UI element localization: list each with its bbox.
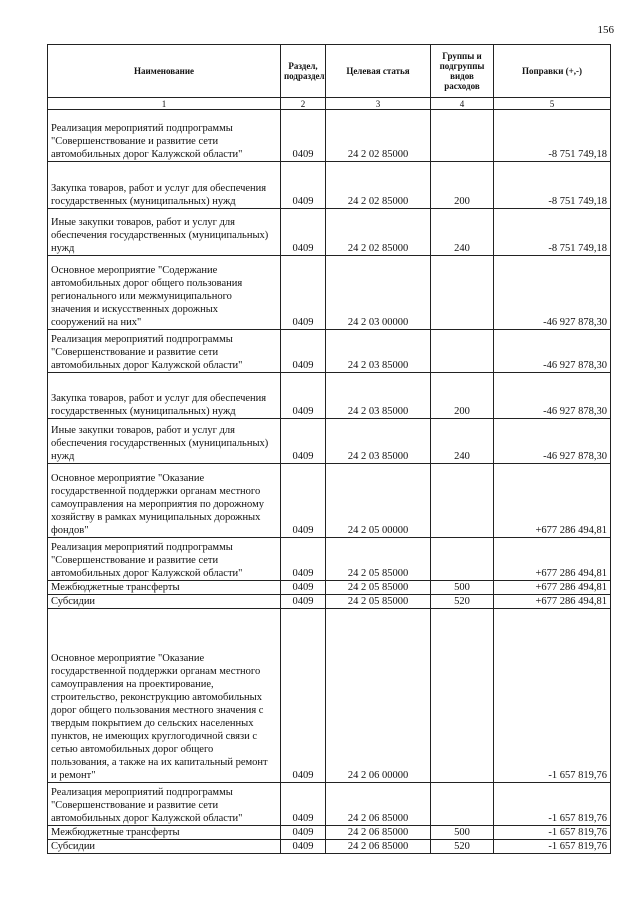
header-amendments: Поправки (+,-)	[494, 45, 611, 98]
row-name: Иные закупки товаров, работ и услуг для обеспечения государственных (муниципальных) нужд	[48, 419, 281, 464]
header-section: Раздел, подраздел	[281, 45, 326, 98]
row-amount: -46 927 878,30	[494, 419, 611, 464]
row-name: Закупка товаров, работ и услуг для обеспечения государственных (муниципальных) нужд	[48, 373, 281, 419]
row-amount: -1 657 819,76	[494, 826, 611, 840]
row-section: 0409	[281, 209, 326, 256]
row-target: 24 2 06 00000	[326, 609, 431, 783]
row-name: Основное мероприятие "Оказание государственной поддержки органам местного самоуправления на проектирование, строительство, реконструкцию автомобильных дорог общего пользования местного значения с твердым покрытием до сельских населенных пунктов, не имеющих круглогодичной связи с сетью автомобильных дорог общего пользования, а также на их капитальный ремонт и ремонт"	[48, 609, 281, 783]
row-name: Реализация мероприятий подпрограммы "Совершенствование и развитие сети автомобильных дорог Калужской области"	[48, 538, 281, 581]
row-group: 240	[431, 209, 494, 256]
row-amount: -8 751 749,18	[494, 162, 611, 209]
row-amount: -46 927 878,30	[494, 256, 611, 330]
row-target: 24 2 05 00000	[326, 464, 431, 538]
row-target: 24 2 03 85000	[326, 330, 431, 373]
table-row	[48, 209, 611, 256]
row-amount: -1 657 819,76	[494, 783, 611, 826]
row-section: 0409	[281, 464, 326, 538]
row-name: Иные закупки товаров, работ и услуг для обеспечения государственных (муниципальных) нужд	[48, 209, 281, 256]
row-section: 0409	[281, 595, 326, 609]
row-section: 0409	[281, 826, 326, 840]
table-row	[48, 595, 611, 609]
row-amount: -1 657 819,76	[494, 609, 611, 783]
row-amount: +677 286 494,81	[494, 595, 611, 609]
row-section: 0409	[281, 110, 326, 162]
row-target: 24 2 06 85000	[326, 826, 431, 840]
row-section: 0409	[281, 581, 326, 595]
budget-amendments-table	[47, 44, 611, 854]
row-name: Реализация мероприятий подпрограммы "Совершенствование и развитие сети автомобильных дорог Калужской области"	[48, 783, 281, 826]
row-amount: +677 286 494,81	[494, 538, 611, 581]
header-groups: Группы и подгруппы видов расходов	[431, 45, 494, 98]
row-name: Реализация мероприятий подпрограммы "Совершенствование и развитие сети автомобильных дорог Калужской области"	[48, 330, 281, 373]
row-group	[431, 256, 494, 330]
row-target: 24 2 03 85000	[326, 419, 431, 464]
table-row	[48, 581, 611, 595]
page-number: 156	[597, 24, 614, 36]
row-group	[431, 538, 494, 581]
row-section: 0409	[281, 162, 326, 209]
column-number: 1	[48, 98, 281, 110]
row-target: 24 2 06 85000	[326, 783, 431, 826]
column-number-row	[48, 98, 611, 110]
row-target: 24 2 02 85000	[326, 162, 431, 209]
row-amount: -8 751 749,18	[494, 110, 611, 162]
row-amount: -8 751 749,18	[494, 209, 611, 256]
row-target: 24 2 05 85000	[326, 538, 431, 581]
row-section: 0409	[281, 256, 326, 330]
row-target: 24 2 06 85000	[326, 840, 431, 854]
table-row	[48, 538, 611, 581]
table-row	[48, 783, 611, 826]
table-header-row	[48, 45, 611, 98]
row-group: 240	[431, 419, 494, 464]
row-group: 200	[431, 373, 494, 419]
row-group	[431, 609, 494, 783]
row-target: 24 2 05 85000	[326, 595, 431, 609]
row-target: 24 2 02 85000	[326, 209, 431, 256]
row-target: 24 2 03 00000	[326, 256, 431, 330]
column-number: 2	[281, 98, 326, 110]
row-amount: -1 657 819,76	[494, 840, 611, 854]
table-row	[48, 826, 611, 840]
table-row	[48, 162, 611, 209]
row-group: 500	[431, 581, 494, 595]
row-section: 0409	[281, 609, 326, 783]
row-section: 0409	[281, 783, 326, 826]
row-name: Межбюджетные трансферты	[48, 581, 281, 595]
row-target: 24 2 05 85000	[326, 581, 431, 595]
row-amount: -46 927 878,30	[494, 330, 611, 373]
row-group	[431, 330, 494, 373]
row-amount: +677 286 494,81	[494, 581, 611, 595]
row-group	[431, 110, 494, 162]
row-group: 500	[431, 826, 494, 840]
row-name: Субсидии	[48, 595, 281, 609]
row-section: 0409	[281, 538, 326, 581]
header-name: Наименование	[48, 45, 281, 98]
row-section: 0409	[281, 840, 326, 854]
row-group	[431, 464, 494, 538]
table-row	[48, 840, 611, 854]
row-target: 24 2 03 85000	[326, 373, 431, 419]
row-section: 0409	[281, 330, 326, 373]
row-section: 0409	[281, 373, 326, 419]
row-group: 520	[431, 595, 494, 609]
column-number: 5	[494, 98, 611, 110]
table-row	[48, 609, 611, 783]
column-number: 3	[326, 98, 431, 110]
table-row	[48, 464, 611, 538]
table-row	[48, 419, 611, 464]
row-group: 200	[431, 162, 494, 209]
row-name: Межбюджетные трансферты	[48, 826, 281, 840]
row-target: 24 2 02 85000	[326, 110, 431, 162]
row-name: Основное мероприятие "Содержание автомобильных дорог общего пользования регионального или межмуниципального значения и искусственных дорожных сооружений на них"	[48, 256, 281, 330]
row-group	[431, 783, 494, 826]
table-row	[48, 373, 611, 419]
table-row	[48, 110, 611, 162]
row-name: Закупка товаров, работ и услуг для обеспечения государственных (муниципальных) нужд	[48, 162, 281, 209]
column-number: 4	[431, 98, 494, 110]
row-amount: +677 286 494,81	[494, 464, 611, 538]
row-group: 520	[431, 840, 494, 854]
row-section: 0409	[281, 419, 326, 464]
row-amount: -46 927 878,30	[494, 373, 611, 419]
row-name: Реализация мероприятий подпрограммы "Совершенствование и развитие сети автомобильных дорог Калужской области"	[48, 110, 281, 162]
header-target: Целевая статья	[326, 45, 431, 98]
table-row	[48, 256, 611, 330]
row-name: Субсидии	[48, 840, 281, 854]
table-row	[48, 330, 611, 373]
row-name: Основное мероприятие "Оказание государственной поддержки органам местного самоуправления на мероприятия по дорожному хозяйству в рамках муниципальных дорожных фондов"	[48, 464, 281, 538]
